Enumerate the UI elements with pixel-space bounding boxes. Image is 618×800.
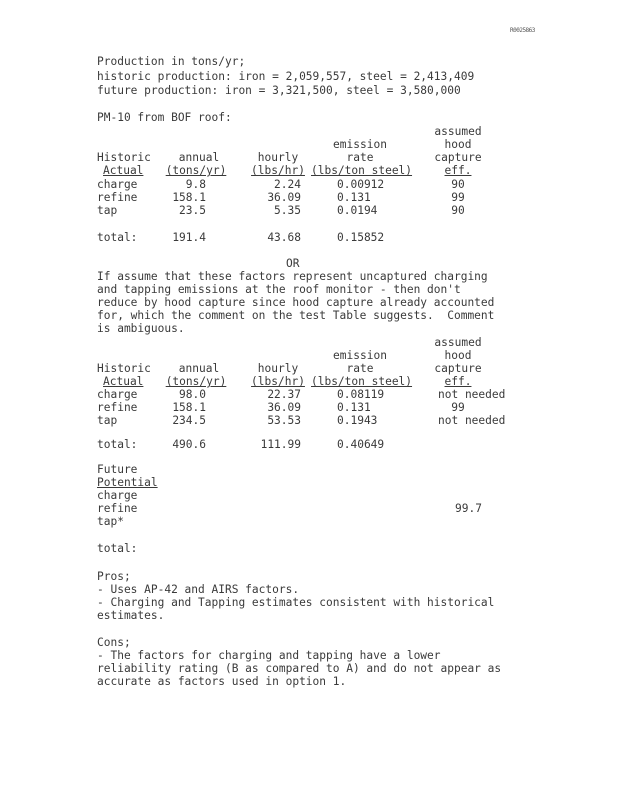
cons-line: reliability rating (B as compared to A) and do not appear as <box>97 662 502 675</box>
row-rate: 0.131 <box>337 401 371 414</box>
header-lbs-hr: (lbs/hr) <box>251 375 305 388</box>
row-hourly: 5.35 <box>274 204 301 217</box>
note-line: If assume that these factors represent uncaptured charging <box>97 270 488 283</box>
header-hourly: hourly <box>257 151 299 164</box>
future-row-capture: 99.7 <box>455 502 482 515</box>
header-emission: emission <box>333 138 387 151</box>
pm10-heading: PM-10 from BOF roof: <box>97 111 232 124</box>
header-hood: hood <box>444 349 472 362</box>
row-rate: 0.08119 <box>337 388 385 401</box>
header-capture: capture <box>434 362 482 375</box>
header-assumed: assumed <box>434 336 482 349</box>
row-capture: 99 <box>451 401 465 414</box>
total-annual: 191.4 <box>172 231 206 244</box>
header-actual: Actual <box>103 375 144 388</box>
row-rate: 0.0194 <box>337 204 378 217</box>
future-row-label: refine <box>97 502 138 515</box>
header-annual: annual <box>178 151 220 164</box>
future-production: future production: iron = 3,321,500, steel = 3,580,000 <box>97 84 461 97</box>
note-line: is ambiguous. <box>97 322 185 335</box>
row-label: refine <box>97 401 138 414</box>
row-hourly: 22.37 <box>267 388 301 401</box>
future-total-label: total: <box>97 542 138 555</box>
row-label: charge <box>97 178 138 191</box>
note-line: and tapping emissions at the roof monitor - then don't <box>97 283 461 296</box>
row-hourly: 53.53 <box>267 414 301 427</box>
row-hourly: 36.09 <box>267 191 301 204</box>
pros-heading: Pros; <box>97 570 131 583</box>
row-rate: 0.00912 <box>337 178 385 191</box>
header-tons-yr: (tons/yr) <box>165 375 227 388</box>
row-capture: 90 <box>451 204 465 217</box>
total-label: total: <box>97 438 138 451</box>
header-emission: emission <box>333 349 387 362</box>
row-label: charge <box>97 388 138 401</box>
row-rate: 0.1943 <box>337 414 378 427</box>
or-separator: OR <box>286 257 300 270</box>
future-row-label: charge <box>97 489 138 502</box>
row-capture: 90 <box>451 178 465 191</box>
document-stamp: R0025863 <box>510 27 535 34</box>
row-label: tap <box>97 414 118 427</box>
header-lbs-ton: (lbs/ton steel) <box>311 375 413 388</box>
cons-heading: Cons; <box>97 636 131 649</box>
header-tons-yr: (tons/yr) <box>165 164 227 177</box>
header-historic: Historic <box>97 362 151 375</box>
header-annual: annual <box>178 362 220 375</box>
pros-line: - Uses AP-42 and AIRS factors. <box>97 583 300 596</box>
header-rate: rate <box>346 151 374 164</box>
header-hourly: hourly <box>257 362 299 375</box>
header-eff: eff. <box>444 375 472 388</box>
pros-line: - Charging and Tapping estimates consistent with historical <box>97 596 495 609</box>
total-label: total: <box>97 231 138 244</box>
header-hood: hood <box>444 138 472 151</box>
potential-heading: Potential <box>97 476 158 489</box>
row-rate: 0.131 <box>337 191 371 204</box>
future-row-label: tap* <box>97 515 124 528</box>
header-lbs-hr: (lbs/hr) <box>251 164 305 177</box>
row-capture: not needed <box>438 388 506 401</box>
row-label: refine <box>97 191 138 204</box>
cons-line: accurate as factors used in option 1. <box>97 675 347 688</box>
row-annual: 158.1 <box>172 191 206 204</box>
header-actual: Actual <box>103 164 144 177</box>
pros-line: estimates. <box>97 609 165 622</box>
row-annual: 158.1 <box>172 401 206 414</box>
header-eff: eff. <box>444 164 472 177</box>
row-hourly: 2.24 <box>274 178 301 191</box>
total-annual: 490.6 <box>172 438 206 451</box>
production-heading: Production in tons/yr; <box>97 55 246 68</box>
header-lbs-ton: (lbs/ton steel) <box>311 164 413 177</box>
header-rate: rate <box>346 362 374 375</box>
note-line: for, which the comment on the test Table suggests. Comment <box>97 309 495 322</box>
future-heading: Future <box>97 463 138 476</box>
row-annual: 234.5 <box>172 414 206 427</box>
note-line: reduce by hood capture since hood capture already accounted <box>97 296 495 309</box>
total-rate: 0.40649 <box>337 438 385 451</box>
header-assumed: assumed <box>434 125 482 138</box>
cons-line: - The factors for charging and tapping have a lower <box>97 649 441 662</box>
row-label: tap <box>97 204 118 217</box>
row-capture: 99 <box>451 191 465 204</box>
header-historic: Historic <box>97 151 151 164</box>
total-hourly: 111.99 <box>260 438 301 451</box>
row-annual: 9.8 <box>185 178 206 191</box>
total-rate: 0.15852 <box>337 231 385 244</box>
row-annual: 23.5 <box>179 204 206 217</box>
row-hourly: 36.09 <box>267 401 301 414</box>
total-hourly: 43.68 <box>267 231 301 244</box>
header-capture: capture <box>434 151 482 164</box>
historic-production: historic production: iron = 2,059,557, steel = 2,413,409 <box>97 70 475 83</box>
row-capture: not needed <box>438 414 506 427</box>
row-annual: 98.0 <box>179 388 206 401</box>
